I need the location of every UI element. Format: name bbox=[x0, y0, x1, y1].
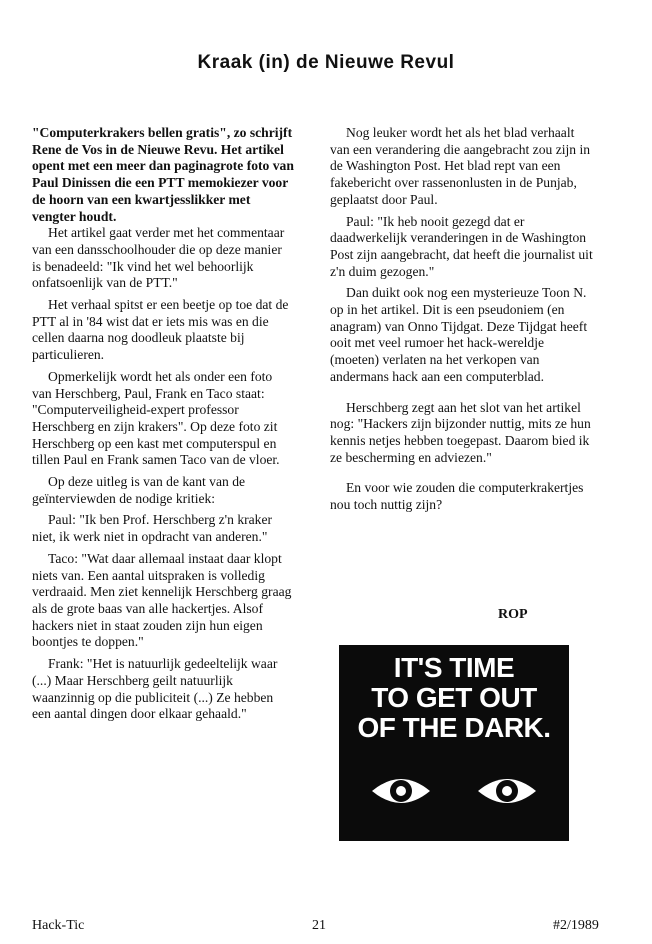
poster-line: IT'S TIME bbox=[393, 652, 515, 683]
author-signoff: ROP bbox=[498, 607, 528, 622]
issue-number: #2/1989 bbox=[553, 918, 599, 933]
body-paragraph: Dan duikt ook nog een mysterieuze Toon N. op in het artikel. Dit is een pseudoniem (en anagram) van Onno Tijdgat. Deze Tijdgat heeft ooit met veel rumoer het hack-wereldje (moeten) verlaten na het verkopen van andermans hack aan een computerblad. bbox=[330, 285, 588, 384]
poster-line: TO GET OUT bbox=[371, 682, 537, 713]
eyes-icon bbox=[339, 645, 569, 841]
body-paragraph: Op deze uitleg is van de kant van de geïnterviewden de nodige kritiek: bbox=[32, 474, 246, 506]
article-title: Kraak (in) de Nieuwe Revul bbox=[197, 52, 455, 73]
dark-poster bbox=[339, 645, 569, 841]
quote-paragraph: Taco: "Wat daar allemaal instaat daar klopt niets van. Een aantal uitspraken is volledig verdraaid. Men ziet kennelijk Herschberg graag als de grote baas van alle hackertjes. Alsof hackers niet in staat zouden zijn hun eigen boontjes te doppen." bbox=[32, 550, 292, 650]
lead-paragraph: "Computerkrakers bellen gratis", zo schrijft Rene de Vos in de Nieuwe Revu. Het artikel opent met een meer dan paginagrote foto van Paul Dinissen die een PTT memokiezer voor de hoorn van een kwartjesslikker met vengter houdt. bbox=[32, 125, 294, 224]
quote-paragraph: Paul: "Ik heb nooit gezegd dat er daadwerkelijk veranderingen in de Washington Post zijn aangebracht, dat heeft die journalist uit z'n duim gezogen." bbox=[330, 213, 593, 279]
quote-paragraph: Paul: "Ik ben Prof. Herschberg z'n kraker niet, ik werk niet in opdracht van anderen." bbox=[32, 512, 273, 545]
left-column bbox=[32, 125, 294, 728]
body-paragraph: Opmerkelijk wordt het als onder een foto van Herschberg, Paul, Frank en Taco staat: "Computerveiligheid-expert professor Herschberg en zijn krakers". Op deze foto zit Herschberg op een kast met computerspul en tillen Paul en Frank samen Taco van de vloer. bbox=[32, 368, 280, 468]
body-paragraph: En voor wie zouden die computerkrakertjes nou toch nuttig zijn? bbox=[330, 480, 584, 513]
body-paragraph: Nog leuker wordt het als het blad verhaalt van een verandering die aangebracht zou zijn in de Washington Post. Het blad rept van een fakebericht over rassenonlusten in de Punjab, geplaatst door Paul. bbox=[330, 125, 591, 207]
quote-paragraph: Frank: "Het is natuurlijk gedeeltelijk waar (...) Maar Herschberg geilt natuurlijk waanzinnig op die publiciteit (...) Ze hebben een aantal dingen door elkaar gehaald." bbox=[32, 656, 278, 722]
body-paragraph: Herschberg zegt aan het slot van het artikel nog: "Hackers zijn bijzonder nuttig, mits ze hun kennis netjes hebben toegepast. Daarom bied ik ze bescherming en adviezen." bbox=[330, 399, 591, 465]
footer-magazine-name: Hack-Tic bbox=[32, 918, 85, 933]
right-column bbox=[330, 125, 594, 519]
body-paragraph: Het artikel gaat verder met het commentaar van een dansschoolhouder die op deze manier is benadeeld: "Ik vind het wel behoorlijk onfatsoenlijk van de PTT." bbox=[32, 225, 285, 291]
page-number: 21 bbox=[312, 918, 326, 933]
poster-line: OF THE DARK. bbox=[357, 712, 551, 743]
body-paragraph: Het verhaal spitst er een beetje op toe dat de PTT al in '84 wist dat er iets mis was en die cellen daarna nog doodleuk plaatste bij particulieren. bbox=[32, 297, 289, 363]
